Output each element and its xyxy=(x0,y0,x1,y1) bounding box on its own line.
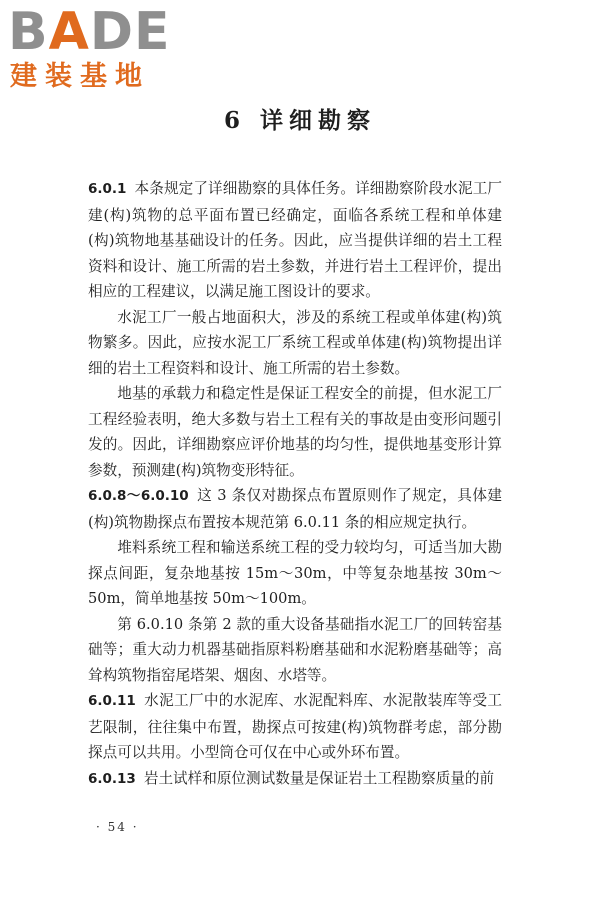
bade-logo-text xyxy=(8,4,171,60)
paragraph-6-0-8-to-6-0-10 xyxy=(88,483,502,535)
paragraph-text: 堆料系统工程和输送系统工程的受力较均匀，可适当加大勘探点间距，复杂地基按 15m～30m，中等复杂地基按 30m～50m，简单地基按 50m～100m。 xyxy=(88,539,502,607)
bade-logo-watermark xyxy=(8,4,171,94)
paragraph-text: 岩土试样和原位测试数量是保证岩土工程勘察质量的前 xyxy=(143,769,495,787)
logo-letters-de: DE xyxy=(89,2,171,62)
paragraph-text: 第 6.0.10 条第 2 款的重大设备基础指水泥工厂的回转窑基础等；重大动力机器基础指原料粉磨基础和水泥粉磨基础等；高耸构筑物指窑尾塔架、烟囱、水塔等。 xyxy=(88,615,502,684)
chapter-title: 6 详细勘察 xyxy=(223,107,376,134)
paragraph xyxy=(88,612,502,689)
logo-chinese-text: 建装基地 xyxy=(10,61,150,92)
clause-number: 6.0.1 xyxy=(88,181,127,197)
paragraph xyxy=(88,305,502,382)
paragraph-6-0-11 xyxy=(88,688,502,766)
clause-number: 6.0.11 xyxy=(88,693,136,709)
document-body xyxy=(88,176,502,792)
clause-number: 6.0.8～6.0.10 xyxy=(88,488,189,504)
paragraph xyxy=(88,381,502,483)
paragraph-6-0-13 xyxy=(88,766,502,793)
logo-letter-b: B xyxy=(8,2,49,62)
paragraph-text: 这 3 条仅对勘探点布置原则作了规定，具体建(构)筑物勘探点布置按本规范第 6.0.11 条的相应规定执行。 xyxy=(88,487,502,531)
paragraph-text: 水泥工厂中的水泥库、水泥配料库、水泥散装库等受工艺限制，往往集中布置，勘探点可按建(构)筑物群考虑，部分勘探点可以共用。小型筒仓可仅在中心或外环布置。 xyxy=(88,692,502,761)
paragraph-text: 地基的承载力和稳定性是保证工程安全的前提，但水泥工厂工程经验表明，绝大多数与岩土工程有关的事故是由变形问题引发的。因此，详细勘察应评价地基的均匀性，提供地基变形计算参数，预测建(构)筑物变形特征。 xyxy=(88,385,502,479)
paragraph-6-0-1 xyxy=(88,176,502,305)
paragraph xyxy=(88,535,502,612)
logo-letter-a: A xyxy=(48,2,90,62)
clause-number: 6.0.13 xyxy=(88,770,136,787)
page-number: · 54 · xyxy=(96,820,139,834)
paragraph-text: 本条规定了详细勘察的具体任务。详细勘察阶段水泥工厂建(构)筑物的总平面布置已经确定，面临各系统工程和单体建(构)筑物地基基础设计的任务。因此，应当提供详细的岩土工程资料和设计、施工所需的岩土参数，并进行岩土工程评价，提出相应的工程建议，以满足施工图设计的要求。 xyxy=(88,180,502,300)
paragraph-text: 水泥工厂一般占地面积大，涉及的系统工程或单体建(构)筑物繁多。因此，应按水泥工厂系统工程或单体建(构)筑物提出详细的岩土工程资料和设计、施工所需的岩土参数。 xyxy=(88,308,502,377)
